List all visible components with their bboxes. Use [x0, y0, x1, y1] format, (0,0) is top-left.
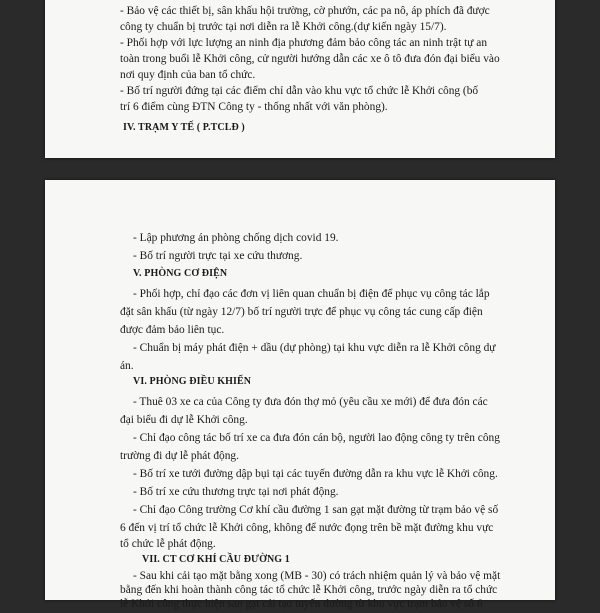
text-line: - Bố trí xe cứu thương trực tại nơi phát động.: [133, 486, 339, 498]
text-line: 6 đến vị trí tổ chức lễ Khởi công, không để nước đọng trên bề mặt đường khu vực: [120, 522, 494, 534]
text-line: nơi quy định của ban tổ chức.: [120, 69, 256, 81]
text-line: công ty chuẩn bị trước tại nơi diễn ra lễ Khởi công.(dự kiến ngày 15/7).: [120, 21, 447, 33]
text-line: - Sau khi cải tạo mặt bằng xong (MB - 30) có trách nhiệm quản lý và bảo vệ mặt: [133, 570, 501, 582]
document-page-top: [45, 0, 555, 158]
document-page-bottom: [45, 180, 555, 610]
section-heading-vi: VI. PHÒNG ĐIỀU KHIỂN: [133, 376, 252, 387]
text-line: lễ Khởi công thực hiện san gạt cải tạo tuyến đường từ khu vực trạm bảo vệ số 6: [120, 598, 483, 610]
text-line: - Bảo vệ các thiết bị, sân khấu hội trường, cờ phướn, các pa nô, áp phích đã được: [120, 5, 490, 17]
text-line: - Phối hợp với lực lượng an ninh địa phương đảm bảo công tác an ninh trật tự an: [120, 37, 488, 49]
text-line: - Phối hợp, chỉ đạo các đơn vị liên quan chuẩn bị điện để phục vụ công tác lắp: [133, 288, 490, 300]
section-heading-v: V. PHÒNG CƠ ĐIỆN: [133, 268, 228, 279]
text-line: - Lập phương án phòng chống dịch covid 19.: [133, 232, 339, 244]
text-line: đặt sân khấu (từ ngày 12/7) bố trí người trực để phục vụ công tác cung cấp điện: [120, 306, 483, 318]
text-line: tổ chức lễ phát động.: [120, 538, 216, 550]
text-line: - Bố trí người đứng tại các điểm chỉ dẫn vào khu vực tổ chức lễ Khởi công (bố: [120, 85, 479, 97]
text-line: - Chuẩn bị máy phát điện + dầu (dự phòng) tại khu vực diễn ra lễ Khởi công dự: [133, 342, 496, 354]
text-line: toàn trong buổi lễ Khởi công, cử người hướng dẫn các xe ô tô đưa đón đại biểu vào: [120, 53, 500, 65]
text-line: trí 6 điểm cùng ĐTN Công ty - thống nhất với văn phòng).: [120, 101, 388, 113]
section-heading-iv: IV. TRẠM Y TẾ ( P.TCLĐ ): [123, 122, 245, 133]
section-heading-vii: VII. CT CƠ KHÍ CẦU ĐƯỜNG 1: [142, 554, 290, 565]
text-line: - Bố trí người trực tại xe cứu thương.: [133, 250, 303, 262]
text-line: - Bố trí xe tưới đường dập bụi tại các tuyến đường dẫn ra khu vực lễ Khởi công.: [133, 468, 498, 480]
text-line: án.: [120, 360, 134, 372]
text-line: được đảm bảo liên tục.: [120, 324, 225, 336]
text-line: - Thuê 03 xe ca của Công ty đưa đón thợ mỏ (yêu cầu xe mới) để đưa đón các: [133, 396, 488, 408]
text-line: đại biểu đi dự lễ Khởi công.: [120, 414, 248, 426]
text-line: - Chỉ đạo Công trường Cơ khí cầu đường 1 san gạt mặt đường từ trạm bảo vệ số: [133, 504, 499, 516]
text-line: - Chỉ đạo công tác bố trí xe ca đưa đón cán bộ, người lao động công ty trên công: [133, 432, 500, 444]
text-line: trường đi dự lễ phát động.: [120, 450, 239, 462]
text-line: bằng đến khi hoàn thành công tác tổ chức lễ Khởi công, trước ngày diễn ra tổ chức: [120, 584, 498, 596]
